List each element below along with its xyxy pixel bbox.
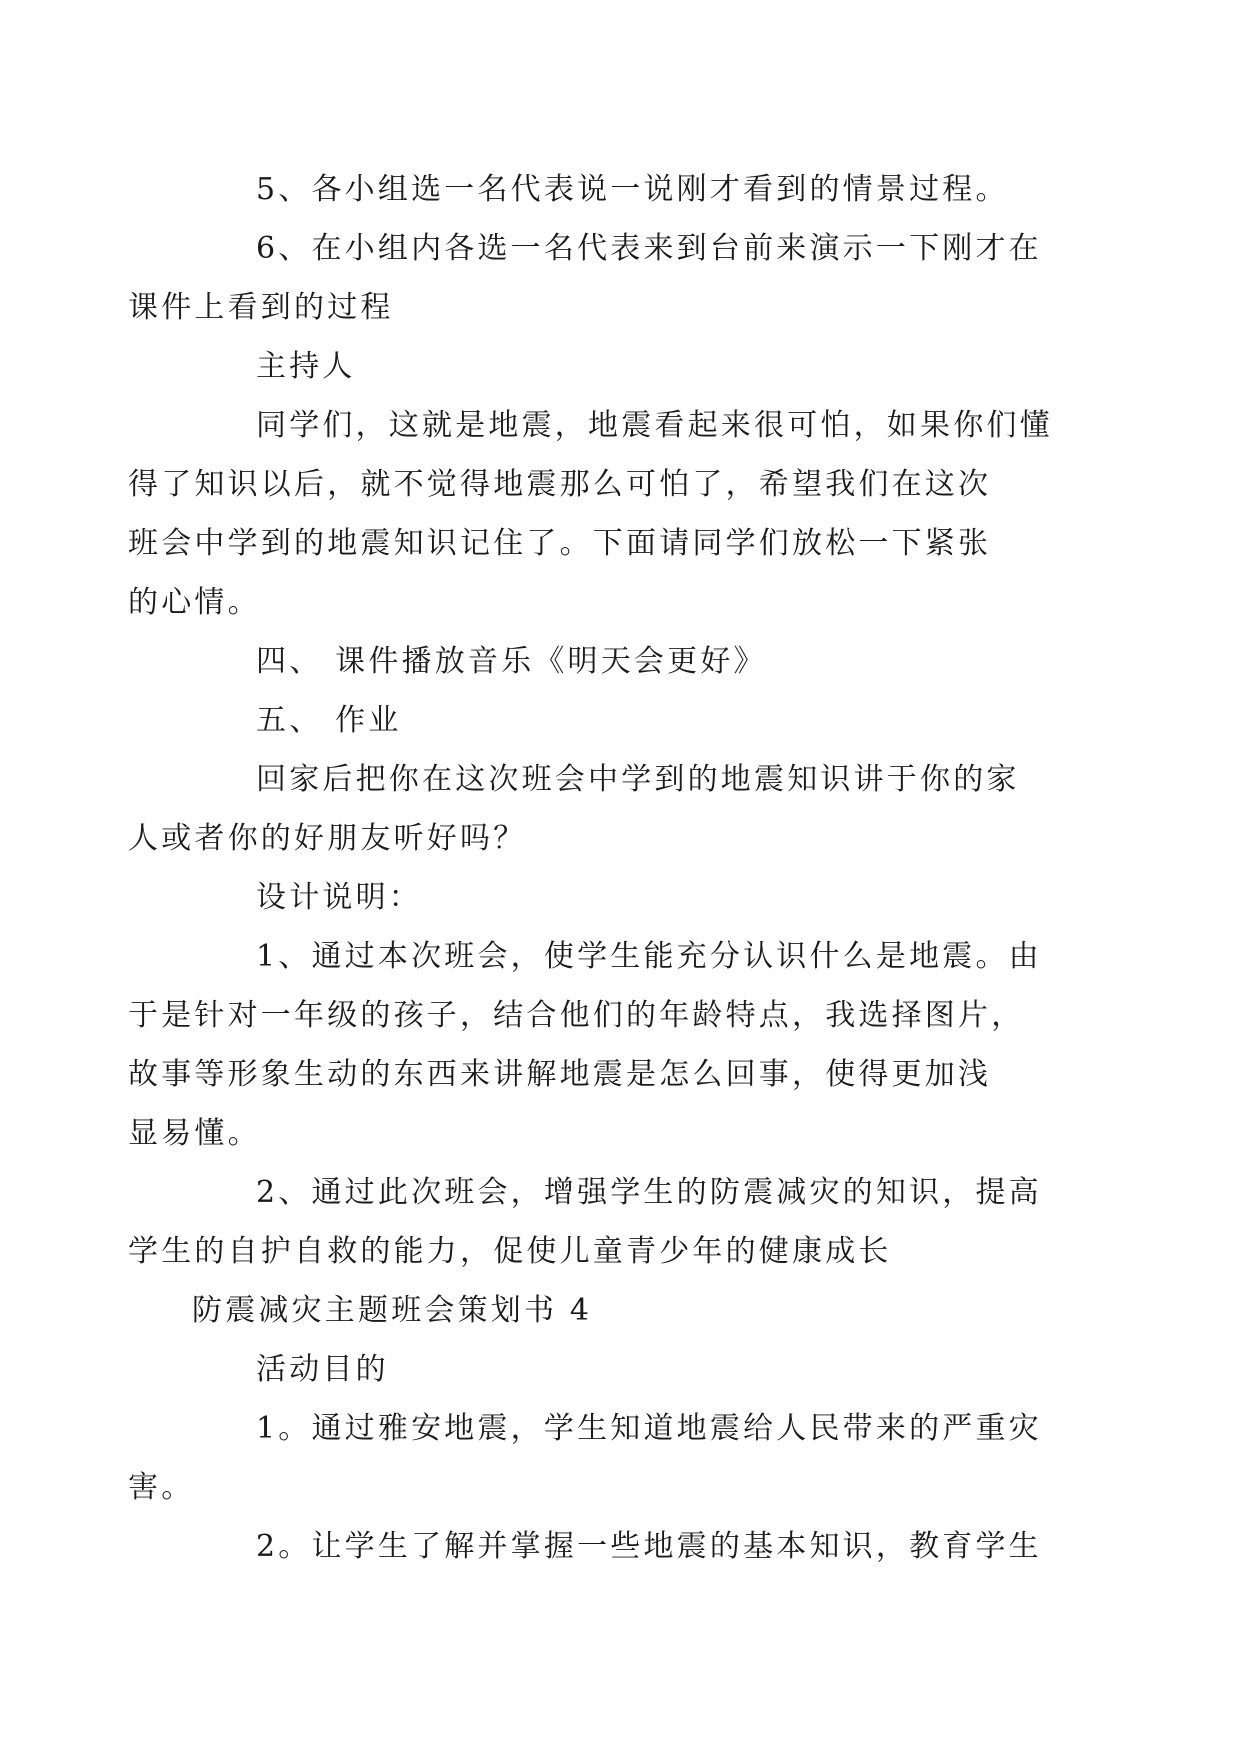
paragraph-design-notes-heading [192,868,1054,927]
text-line: 设计说明： [256,880,422,915]
text-line: 四、 课件播放音乐《明天会更好》 [256,644,767,679]
paragraph-step-6 [128,219,1054,337]
text-line: 班会中学到的地震知识记住了。下面请同学们放松一下紧张 [128,526,992,561]
paragraph-section-four [192,632,1054,691]
text-line: 1、通过本次班会，使学生能充分认识什么是地震。由 [256,939,1042,974]
text-line: 活动目的 [256,1352,389,1387]
text-line: 课件上看到的过程 [128,290,394,325]
text-line: 的心情。 [128,585,261,620]
text-line: 1。通过雅安地震，学生知道地震给人民带来的严重灾 [256,1411,1042,1446]
text-line: 6、在小组内各选一名代表来到台前来演示一下刚才在 [256,231,1042,266]
text-line: 显易懂。 [128,1116,261,1151]
text-line: 害。 [128,1470,195,1505]
text-line: 于是针对一年级的孩子，结合他们的年龄特点，我选择图片， [128,998,1025,1033]
text-line: 得了知识以后，就不觉得地震那么可怕了，希望我们在这次 [128,467,992,502]
paragraph-host-speech [128,396,1054,632]
text-line: 学生的自护自救的能力，促使儿童青少年的健康成长 [128,1234,892,1269]
text-line: 5、各小组选一名代表说一说刚才看到的情景过程。 [256,172,1009,207]
paragraph-activity-goal-heading [192,1340,1054,1399]
paragraph-design-note-1 [128,927,1054,1163]
text-line: 同学们，这就是地震，地震看起来很可怕，如果你们懂 [256,408,1053,443]
paragraph-homework [128,750,1054,868]
document-body [128,160,1054,1576]
text-line: 人或者你的好朋友听好吗？ [128,821,527,856]
paragraph-step-5 [192,160,1054,219]
paragraph-goal-2 [192,1517,1054,1576]
paragraph-design-note-2 [128,1163,1054,1281]
paragraph-section-five [192,691,1054,750]
text-line: 故事等形象生动的东西来讲解地震是怎么回事，使得更加浅 [128,1057,992,1092]
text-line: 回家后把你在这次班会中学到的地震知识讲于你的家 [256,762,1020,797]
text-line: 2、通过此次班会，增强学生的防震减灾的知识，提高 [256,1175,1042,1210]
paragraph-host-label [192,337,1054,396]
text-line: 主持人 [256,349,356,384]
paragraph-goal-1 [128,1399,1054,1517]
text-line: 防震减灾主题班会策划书 4 [192,1293,593,1328]
section-title [192,1281,1054,1340]
text-line: 2。让学生了解并掌握一些地震的基本知识，教育学生 [256,1529,1042,1564]
text-line: 五、 作业 [256,703,402,738]
